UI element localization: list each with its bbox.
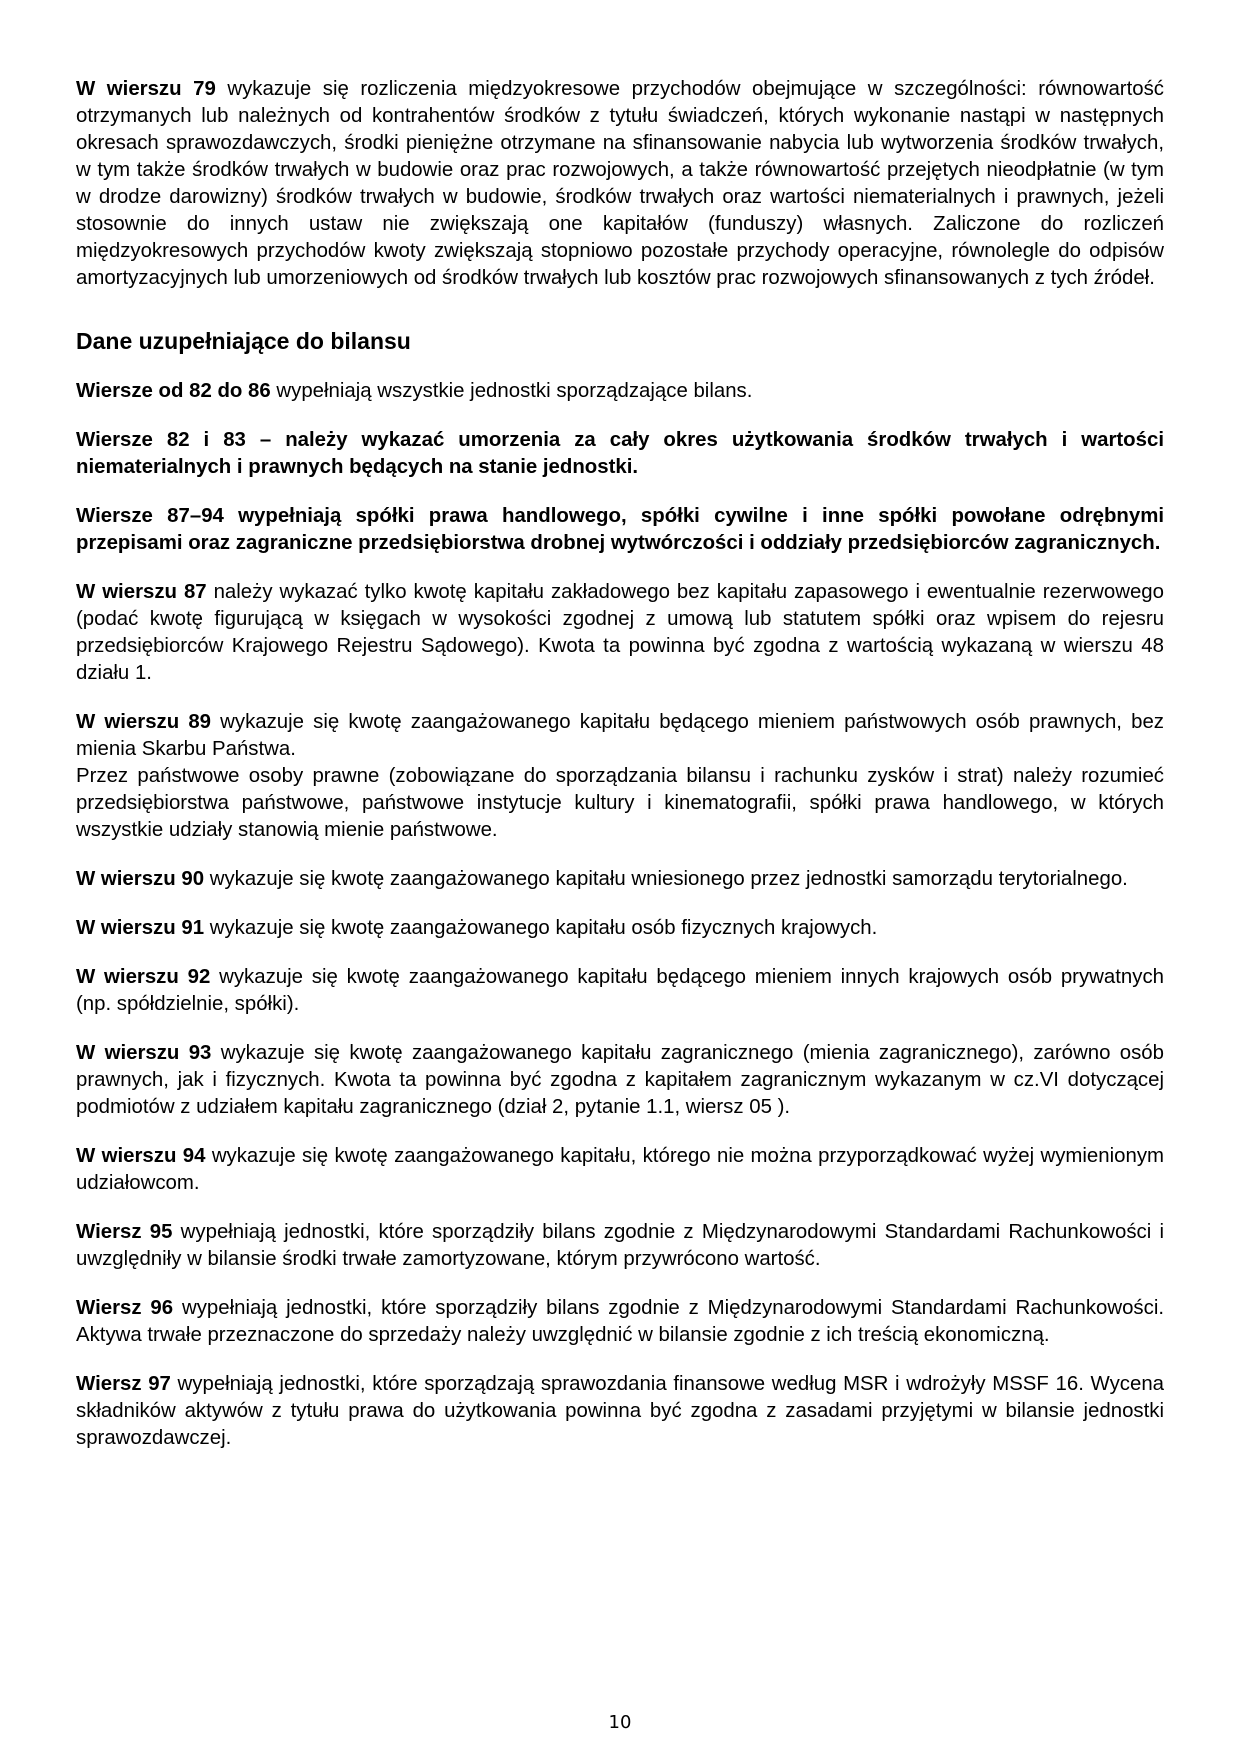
paragraph-text: wypełniają wszystkie jednostki sporządzające bilans. [270,380,753,402]
paragraph-row-94 [76,1143,1164,1197]
paragraph-row-93 [76,1040,1164,1121]
document-page [76,76,1164,1474]
paragraph-rows-87-94: Wiersze 87–94 wypełniają spółki prawa handlowego, spółki cywilne i inne spółki powołane odrębnymi przepisami oraz zagraniczne przedsiębiorstwa drobnej wytwórczości i oddziały przedsiębiorców zagranicznych. [76,505,1164,554]
paragraph-text: wypełniają jednostki, które sporządzają sprawozdania finansowe według MSR i wdrożyły MSSF 16. Wycena składników aktywów z tytułu prawa do użytkowania powinna być zgodna z zasadami przyjętymi w bilansie jednostki sprawozdawczej. [76,1373,1165,1449]
paragraph-lead: W wierszu 79 [76,78,216,100]
paragraph-text-continued: Przez państwowe osoby prawne (zobowiązane do sporządzania bilansu i rachunku zysków i strat) należy rozumieć przedsiębiorstwa państwowe, państwowe instytucje kultury i kinematografii, spółki prawa handlowego, w których wszystkie udziały stanowią mienie państwowe. [76,765,1164,841]
paragraph-lead: Wiersz 97 [76,1373,171,1395]
paragraph-lead: Wiersz 96 [76,1297,174,1319]
paragraph-lead: W wierszu 90 [76,868,205,890]
paragraph-row-87 [76,579,1164,687]
paragraph-lead: Wiersz 95 [76,1221,173,1243]
paragraph-lead: Wiersze od 82 do 86 [76,380,271,402]
paragraph-row-95 [76,1219,1164,1273]
paragraph-lead: W wierszu 94 [76,1145,206,1167]
paragraph-lead: W wierszu 87 [76,581,207,603]
paragraph-row-97 [76,1371,1164,1452]
section-heading: Dane uzupełniające do bilansu [76,328,411,354]
paragraph-row-92 [76,964,1164,1018]
paragraph-text: wykazuje się kwotę zaangażowanego kapitału zagranicznego (mienia zagranicznego), zarówno osób prawnych, jak i fizycznych. Kwota ta powinna być zgodna z kapitałem zagranicznym wykazanym w cz.VI dotyczącej podmiotów z udziałem kapitału zagranicznego (dział 2, pytanie 1.1, wiersz 05 ). [76,1042,1164,1118]
paragraph-text: należy wykazać tylko kwotę kapitału zakładowego bez kapitału zapasowego i ewentualnie rezerwowego (podać kwotę figurującą w księgach w wysokości zgodnej z umową lub statutem spółki oraz wpisem do rejesru przedsiębiorców Krajowego Rejestru Sądowego). Kwota ta powinna być zgodna z wartością wykazaną w wierszu 48 działu 1. [76,581,1164,684]
paragraph-text: wykazuje się kwotę zaangażowanego kapitału wniesionego przez jednostki samorządu terytorialnego. [204,868,1128,890]
paragraph-rows-82-83: Wiersze 82 i 83 – należy wykazać umorzenia za cały okres użytkowania środków trwałych i wartości niematerialnych i prawnych będących na stanie jednostki. [76,429,1164,478]
paragraph-text: wykazuje się kwotę zaangażowanego kapitału osób fizycznych krajowych. [204,917,878,939]
paragraph-lead: W wierszu 89 [76,711,212,733]
paragraph-row-79 [76,76,1164,292]
paragraph-text: wykazuje się kwotę zaangażowanego kapitału, którego nie można przyporządkować wyżej wymienionym udziałowcom. [76,1145,1164,1194]
paragraph-text: wykazuje się rozliczenia międzyokresowe przychodów obejmujące w szczególności: równowartość otrzymanych lub należnych od kontrahentów środków z tytułu świadczeń, których wykonanie nastąpi w następnych okresach sprawozdawczych, środki pieniężne otrzymane na sfinansowanie nabycia lub wytworzenia środków trwałych, w tym także środków trwałych w budowie oraz prac rozwojowych, a także równowartość przejętych nieodpłatnie (w tym w drodze darowizny) środków trwałych w budowie, środków trwałych oraz wartości niematerialnych i prawnych, jeżeli stosownie do innych ustaw nie zwiększają one kapitałów (funduszy) własnych. Zaliczone do rozliczeń międzyokresowych przychodów kwoty zwiększają stopniowo pozostałe przychody operacyjne, równolegle do odpisów amortyzacyjnych lub umorzeniowych od środków trwałych lub kosztów prac rozwojowych sfinansowanych z tych źródeł. [76,78,1164,289]
paragraph-text: wykazuje się kwotę zaangażowanego kapitału będącego mieniem innych krajowych osób prywatnych (np. spółdzielnie, spółki). [76,966,1164,1015]
paragraph-row-91 [76,915,1164,942]
page-number: 10 [608,1712,632,1733]
paragraph-lead: W wierszu 93 [76,1042,212,1064]
paragraph-row-89 [76,709,1164,844]
paragraph-row-96 [76,1295,1164,1349]
paragraph-lead: W wierszu 92 [76,966,211,988]
paragraph-lead: W wierszu 91 [76,917,205,939]
paragraph-rows-82-86 [76,378,1164,405]
paragraph-text: wykazuje się kwotę zaangażowanego kapitału będącego mieniem państwowych osób prawnych, bez mienia Skarbu Państwa. [76,711,1164,760]
paragraph-row-90 [76,866,1164,893]
paragraph-text: wypełniają jednostki, które sporządziły bilans zgodnie z Międzynarodowymi Standardami Rachunkowości. Aktywa trwałe przeznaczone do sprzedaży należy uwzględnić w bilansie zgodnie z ich treścią ekonomiczną. [76,1297,1165,1346]
paragraph-text: wypełniają jednostki, które sporządziły bilans zgodnie z Międzynarodowymi Standardami Rachunkowości i uwzględniły w bilansie środki trwałe zamortyzowane, którym przywrócono wartość. [76,1221,1164,1270]
